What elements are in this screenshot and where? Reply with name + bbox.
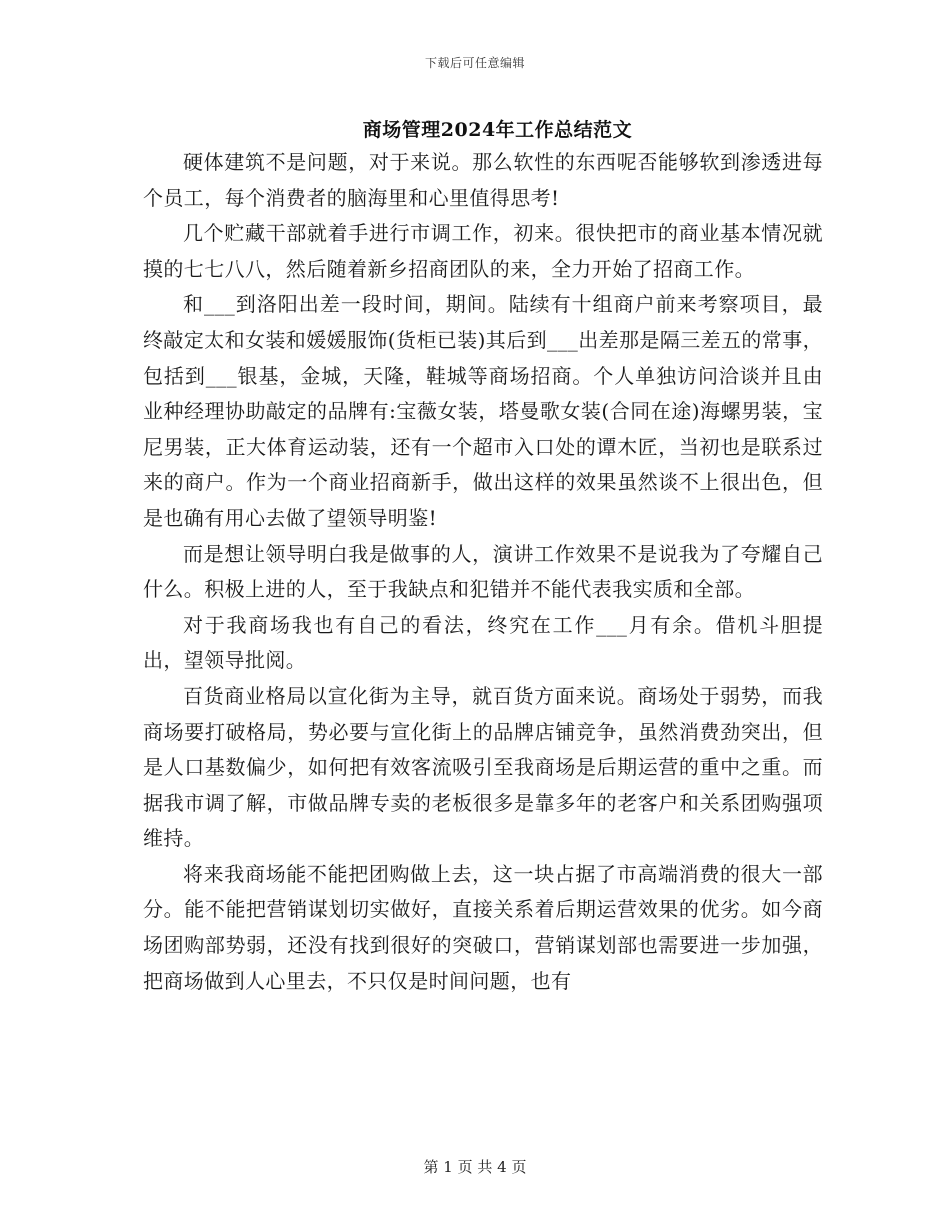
paragraph: 硬体建筑不是问题，对于来说。那么软性的东西呢否能够软到渗透进每个员工，每个消费者的脑海里和心里值得思考!	[143, 150, 823, 210]
paragraph: 几个贮藏干部就着手进行市调工作，初来。很快把市的商业基本情况就摸的七七八八，然后随着新乡招商团队的来，全力开始了招商工作。	[143, 221, 823, 281]
document-title: 商场管理2024年工作总结范文	[362, 119, 633, 141]
document-body	[143, 145, 823, 999]
header-note: 下载后可任意编辑	[424, 56, 525, 70]
paragraph: 将来我商场能不能把团购做上去，这一块占据了市高端消费的很大一部分。能不能把营销谋划切实做好，直接关系着后期运营效果的优劣。如今商场团购部势弱，还没有找到很好的突破口，营销谋划部也需要进一步加强，把商场做到人心里去，不只仅是时间问题，也有	[143, 861, 823, 993]
paragraph: 百货商业格局以宣化街为主导，就百货方面来说。商场处于弱势，而我商场要打破格局，势必要与宣化街上的品牌店铺竞争，虽然消费劲突出，但是人口基数偏少，如何把有效客流吸引至我商场是后期运营的重中之重。而据我市调了解，市做品牌专卖的老板很多是靠多年的老客户和关系团购强项维持。	[143, 683, 823, 851]
paragraph: 而是想让领导明白我是做事的人，演讲工作效果不是说我为了夸耀自己什么。积极上进的人，至于我缺点和犯错并不能代表我实质和全部。	[143, 541, 823, 602]
paragraph: 和___到洛阳出差一段时间，期间。陆续有十组商户前来考察项目，最终敲定太和女装和媛媛服饰(货柜已装)其后到___出差那是隔三差五的常事，包括到___银基，金城，天隆，鞋城等商场招商。个人单独访问洽谈并且由业种经理协助敲定的品牌有:宝薇女装，塔曼歌女装(合同在途)海螺男装，宝尼男装，正大体育运动装，还有一个超市入口处的谭木匠，当初也是联系过来的商户。作为一个商业招商新手，做出这样的效果虽然谈不上很出色，但是也确有用心去做了望领导明鉴!	[143, 292, 824, 530]
page-number-footer: 第 1 页 共 4 页	[423, 1158, 527, 1176]
paragraph: 对于我商场我也有自己的看法，终究在工作___月有余。借机斗胆提出，望领导批阅。	[143, 612, 823, 673]
